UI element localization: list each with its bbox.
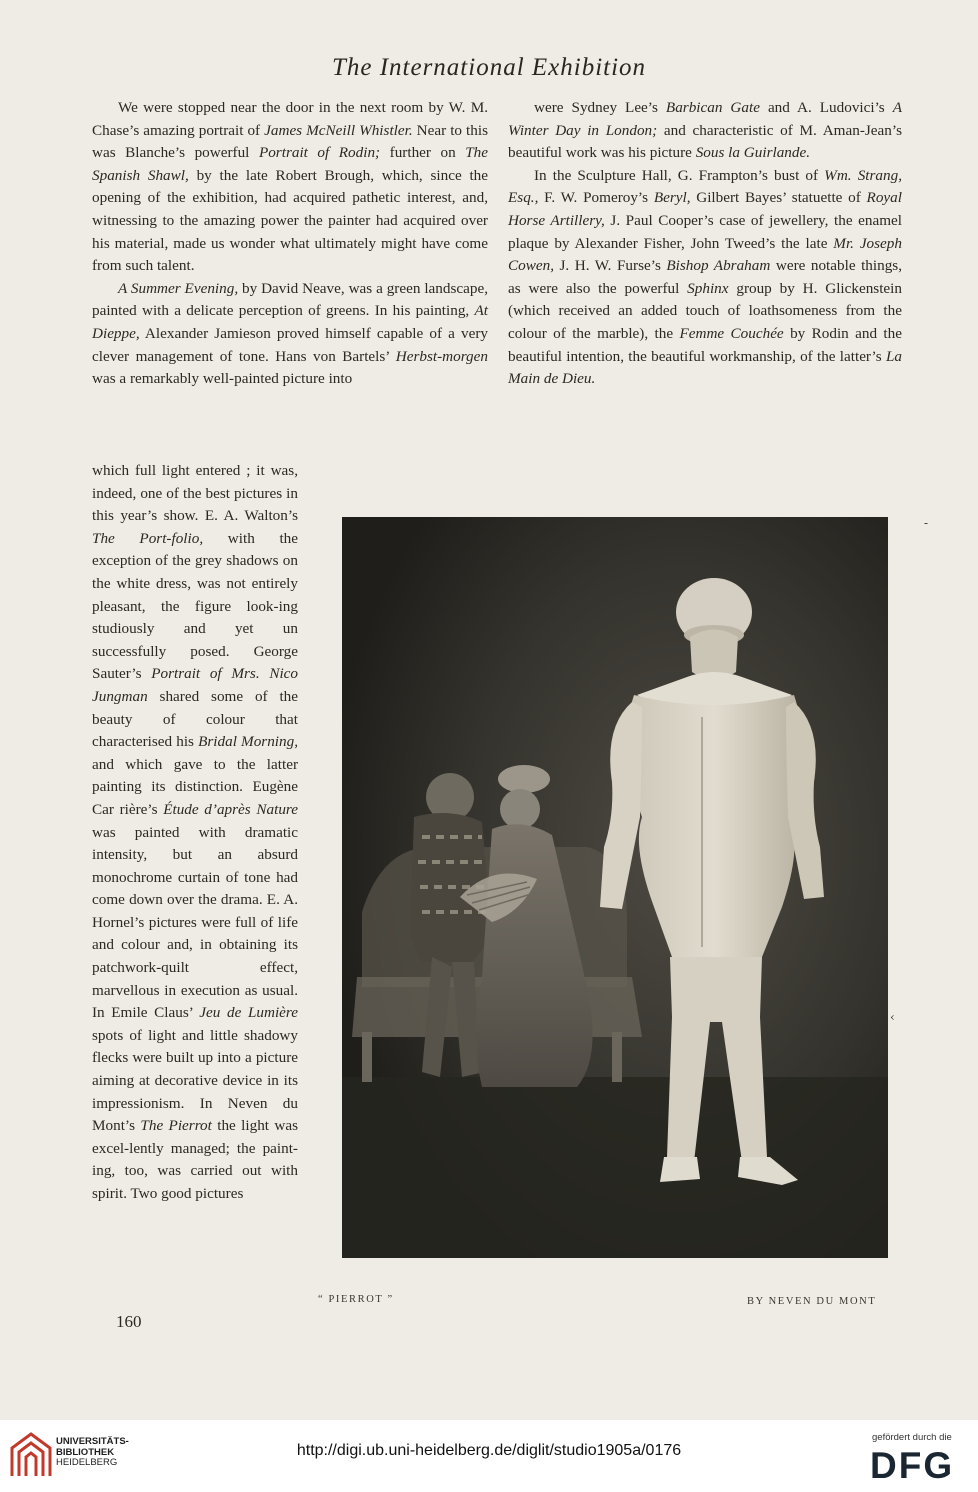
- paragraph: In the Sculpture Hall, G. Frampton’s bust of Wm. Strang, Esq., F. W. Pomeroy’s Beryl, Gilbert Bayes’ statuette of Royal Horse Artillery, J. Paul Cooper’s case of jewellery, the enamel plaque by Alexander Fisher, John Tweed’s the late Mr. Joseph Cowen, J. H. W. Furse’s Bishop Abraham were notable things, as were also the powerful Sphinx group by H. Glickenstein (which received an added touch of loathsomeness from the colour of the marble), the Femme Couchée by Rodin and the beautiful intention, the beautiful workmanship, of the latter’s La Main de Dieu.: [508, 166, 903, 388]
- italic-title: Bishop Abraham: [666, 257, 771, 275]
- italic-title: James McNeill Whistler.: [264, 121, 413, 139]
- italic-title: Bridal Morning,: [198, 733, 298, 751]
- italic-title: The Pierrot: [140, 1117, 212, 1135]
- italic-title: Femme Couchée: [679, 324, 784, 342]
- italic-title: The Spanish Shawl,: [92, 144, 488, 184]
- italic-title: The Port-folio,: [92, 529, 204, 547]
- italic-title: Herbst-morgen: [395, 347, 488, 365]
- italic-title: Royal Horse Artillery,: [508, 189, 902, 229]
- paragraph: which full light entered ; it was, indeed, one of the best pictures in this year’s show. E. A. Walton’s The Port-folio, with the exception of the grey shadows on the white dress, was not entirely pleasant, the figure look-ing studiously and yet un successfully posed. George Sauter’s Portrait of Mrs. Nico Jungman shared some of the beauty of colour that characterised his Bridal Morning, and which gave to the latter painting its distinction. Eugène Car rière’s Étude d’après Nature was painted with dramatic intensity, but an absurd monochrome curtain of tone had come down over the drama. E. A. Hornel’s pictures were full of life and colour and, in obtaining its patchwork-quilt effect, marvellous in execution as usual. In Emile Claus’ Jeu de Lumière spots of light and little shadowy flecks were built up into a picture aiming at decorative device in its impressionism. In Neven du Mont’s The Pierrot the light was excel-lently managed; the paint-ing, too, was carried out with spirit. Two good pictures: [92, 462, 299, 1202]
- dfg-logo: DFG: [870, 1445, 955, 1486]
- right-column: [508, 97, 902, 391]
- running-title: The International Exhibition: [331, 54, 647, 81]
- library-line: UNIVERSITÄTS-: [56, 1436, 129, 1447]
- painting-image: [342, 517, 888, 1258]
- italic-title: Portrait of Rodin;: [258, 144, 381, 162]
- italic-title: At Dieppe,: [92, 302, 488, 342]
- italic-title: Beryl,: [653, 189, 691, 207]
- left-column-wrap: [92, 460, 298, 1206]
- digitization-footer: [0, 1420, 978, 1492]
- scan-dash-mark: -: [924, 516, 929, 530]
- italic-title: Portrait of Mrs. Nico Jungman: [92, 665, 298, 705]
- italic-title: Sous la Guirlande.: [695, 144, 811, 162]
- sponsor-note: gefördert durch die: [872, 1432, 952, 1443]
- italic-title: Jeu de Lumière: [199, 1004, 298, 1022]
- paragraph: We were stopped near the door in the next room by W. M. Chase’s amazing portrait of James McNeill Whistler. Near to this was Blanche’s powerful Portrait of Rodin; further on The Spanish Shawl, by the late Robert Brough, which, since the opening of the exhibition, had acquired pathetic interest, and, witnessing to the amazing power the painter had acquired over his material, made us wonder what ultimately might have come from such talent.: [92, 99, 489, 275]
- italic-title: A Winter Day in London;: [508, 99, 902, 139]
- paragraph: A Summer Evening, by David Neave, was a green landscape, painted with a delicate perception of greens. In his painting, At Dieppe, Alexander Jamieson proved himself capable of a very clever management of tone. Hans von Bartels’ Herbst-morgen was a remarkably well-painted picture into: [92, 279, 488, 388]
- italic-title: La Main de Dieu.: [508, 347, 902, 388]
- figure-caption-title: “ PIERROT ”: [318, 1294, 394, 1305]
- library-line: BIBLIOTHEK: [56, 1446, 115, 1458]
- figure-caption-credit: BY NEVEN DU MONT: [747, 1296, 877, 1307]
- left-column: [92, 97, 488, 391]
- italic-title: Mr. Joseph Cowen,: [508, 234, 902, 275]
- permalink-url[interactable]: http://digi.ub.uni-heidelberg.de/diglit/studio1905a/0176: [296, 1442, 682, 1459]
- pierrot-plate-illustration: [342, 517, 888, 1258]
- italic-title: Barbican Gate: [665, 99, 760, 116]
- italic-title: A Summer Evening,: [118, 279, 239, 297]
- scan-dot-mark: ‹: [890, 1010, 895, 1024]
- italic-title: Étude d’après Nature: [163, 800, 299, 818]
- paragraph: were Sydney Lee’s Barbican Gate and A. Ludovici’s A Winter Day in London; and characteristic of M. Aman-Jean’s beautiful work was his picture Sous la Guirlande.: [508, 99, 902, 162]
- italic-title: Sphinx: [687, 279, 729, 297]
- library-line: HEIDELBERG: [56, 1457, 118, 1468]
- italic-title: Wm. Strang, Esq.,: [508, 166, 903, 207]
- page-number: 160: [116, 1312, 142, 1331]
